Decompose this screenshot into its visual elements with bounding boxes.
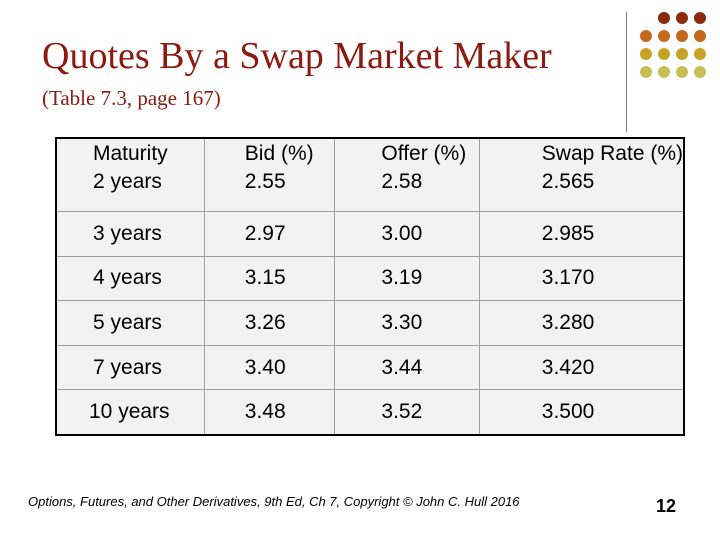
cell-offer: 3.44 bbox=[335, 345, 479, 390]
cell-swap-rate: 3.500 bbox=[479, 390, 684, 435]
decorative-dot bbox=[640, 66, 652, 78]
decorative-dot bbox=[640, 48, 652, 60]
header-bid: Bid (%) bbox=[204, 138, 335, 168]
decorative-dot bbox=[658, 48, 670, 60]
cell-maturity: 4 years bbox=[56, 256, 204, 301]
decorative-dot bbox=[676, 12, 688, 24]
table-row bbox=[56, 390, 684, 435]
slide-title: Quotes By a Swap Market Maker bbox=[42, 35, 552, 77]
decorative-dot bbox=[694, 12, 706, 24]
decorative-dot bbox=[658, 12, 670, 24]
cell-swap-rate: 3.170 bbox=[479, 256, 684, 301]
cell-maturity: 3 years bbox=[56, 211, 204, 256]
cell-maturity: 10 years bbox=[56, 390, 204, 435]
cell-bid: 3.26 bbox=[204, 301, 335, 346]
decorative-dot bbox=[676, 30, 688, 42]
cell-swap-rate: 2.985 bbox=[479, 211, 684, 256]
cell-bid: 3.48 bbox=[204, 390, 335, 435]
decorative-dot bbox=[694, 48, 706, 60]
cell-offer: 2.58 bbox=[335, 168, 479, 211]
cell-bid: 2.55 bbox=[204, 168, 335, 211]
cell-offer: 3.52 bbox=[335, 390, 479, 435]
table-row bbox=[56, 211, 684, 256]
decorative-dot bbox=[676, 66, 688, 78]
table-row bbox=[56, 168, 684, 211]
header-swap-rate: Swap Rate (%) bbox=[479, 138, 684, 168]
cell-bid: 3.40 bbox=[204, 345, 335, 390]
slide-subtitle: (Table 7.3, page 167) bbox=[42, 86, 221, 110]
cell-maturity: 5 years bbox=[56, 301, 204, 346]
cell-swap-rate: 2.565 bbox=[479, 168, 684, 211]
header-maturity: Maturity bbox=[93, 142, 168, 166]
decorative-dot bbox=[694, 66, 706, 78]
table-row bbox=[56, 256, 684, 301]
swap-quotes-table bbox=[55, 137, 685, 436]
cell-maturity: 2 years bbox=[93, 170, 162, 194]
divider-line bbox=[626, 12, 627, 132]
table-header-row bbox=[56, 138, 684, 168]
decorative-dot bbox=[658, 66, 670, 78]
cell-offer: 3.30 bbox=[335, 301, 479, 346]
decorative-dot bbox=[694, 30, 706, 42]
cell-swap-rate: 3.420 bbox=[479, 345, 684, 390]
decorative-dot bbox=[658, 30, 670, 42]
cell-maturity: 7 years bbox=[56, 345, 204, 390]
cell-offer: 3.00 bbox=[335, 211, 479, 256]
cell-bid: 3.15 bbox=[204, 256, 335, 301]
table-row bbox=[56, 301, 684, 346]
cell-offer: 3.19 bbox=[335, 256, 479, 301]
decorative-dot-grid bbox=[640, 12, 712, 108]
copyright-footer: Options, Futures, and Other Derivatives, 9th Ed, Ch 7, Copyright © John C. Hull 2016 bbox=[28, 494, 520, 509]
header-offer: Offer (%) bbox=[335, 138, 479, 168]
cell-bid: 2.97 bbox=[204, 211, 335, 256]
decorative-dot bbox=[676, 48, 688, 60]
table-row bbox=[56, 345, 684, 390]
cell-swap-rate: 3.280 bbox=[479, 301, 684, 346]
page-number: 12 bbox=[656, 496, 677, 516]
decorative-dot bbox=[640, 30, 652, 42]
